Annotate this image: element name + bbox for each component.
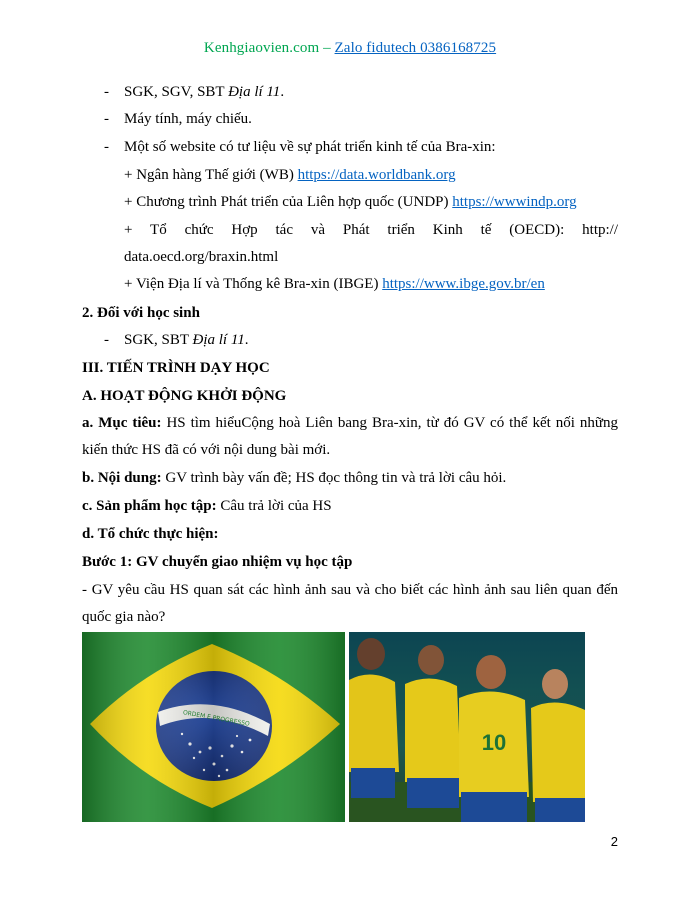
header-site[interactable]: Kenhgiaovien.com	[203, 40, 320, 56]
header-contact-link[interactable]: Zalo fidutech 0386168725	[334, 40, 497, 56]
page-header	[0, 40, 700, 57]
task-line1: - GV yêu cầu HS quan sát các hình ảnh sau và cho biết các hình ảnh sau liên quan đến	[82, 582, 618, 598]
section-heading-3: III. TIẾN TRÌNH DẠY HỌC	[82, 360, 270, 376]
goal-text: HS tìm hiểuCộng hoà Liên bang Bra-xin, từ đó GV có thể kết nối những	[161, 415, 618, 431]
content-line	[82, 468, 506, 488]
list-item-text: Một số website có tư liệu về sự phát triển kinh tế của Bra-xin:	[124, 139, 496, 155]
content-label: b. Nội dung:	[82, 470, 162, 486]
flag-svg	[82, 632, 345, 822]
list-item-suffix: .	[280, 84, 285, 100]
list-item-text: Máy tính, máy chiếu.	[124, 111, 252, 127]
page-number: 2	[610, 834, 618, 849]
goal-label: a. Mục tiêu:	[82, 415, 162, 431]
organize-heading: d. Tổ chức thực hiện:	[82, 526, 219, 542]
product-line	[82, 496, 332, 516]
goal-line1	[82, 413, 618, 433]
website-item-wb	[124, 165, 456, 185]
bullet-dash: -	[104, 139, 109, 155]
product-text: Câu trả lời của HS	[216, 498, 332, 514]
website-link[interactable]: https://www.ibge.gov.br/en	[382, 276, 545, 292]
website-label: + Chương trình Phát triển của Liên hợp quốc (UNDP)	[124, 194, 453, 210]
list-item-italic: Địa lí 11	[228, 84, 281, 100]
list-item-text: SGK, SBT	[124, 332, 193, 348]
step1-heading: Bước 1: GV chuyển giao nhiệm vụ học tập	[82, 554, 353, 570]
website-item-oecd-line2: data.oecd.org/braxin.html	[124, 249, 279, 265]
list-item-text: SGK, SGV, SBT	[124, 84, 229, 100]
students-heading: 2. Đối với học sinh	[82, 305, 200, 321]
website-item-undp	[124, 192, 577, 212]
brazil-flag-image	[82, 632, 345, 822]
website-link[interactable]: https://wwwindp.org	[452, 194, 577, 210]
bullet-dash: -	[104, 111, 109, 127]
website-item-oecd-line1: + Tổ chức Hợp tác và Phát triển Kinh tế (OECD): http://	[124, 222, 618, 238]
bullet-dash: -	[104, 84, 109, 100]
list-item-italic: Địa lí 11	[192, 332, 245, 348]
goal-line2: kiến thức HS đã có với nội dung bài mới.	[82, 442, 331, 458]
header-separator: –	[319, 40, 335, 56]
list-item-suffix: .	[244, 332, 249, 348]
website-label: + Viện Địa lí và Thống kê Bra-xin (IBGE)	[124, 276, 383, 292]
website-link[interactable]: https://data.worldbank.org	[297, 167, 456, 183]
product-label: c. Sản phẩm học tập:	[82, 498, 217, 514]
task-line2: quốc gia nào?	[82, 609, 166, 625]
website-label: + Ngân hàng Thế giới (WB)	[124, 167, 298, 183]
content-text: GV trình bày vấn đề; HS đọc thông tin và trả lời câu hỏi.	[161, 470, 507, 486]
website-item-ibge	[124, 274, 545, 294]
brazil-football-players-image	[349, 632, 585, 822]
section-heading-a: A. HOẠT ĐỘNG KHỞI ĐỘNG	[82, 388, 287, 404]
svg-text:10: 10	[481, 730, 507, 755]
flag-wave-shading	[82, 632, 345, 822]
players-svg	[349, 632, 585, 822]
photo-shade	[349, 632, 585, 822]
bullet-dash: -	[104, 332, 109, 348]
